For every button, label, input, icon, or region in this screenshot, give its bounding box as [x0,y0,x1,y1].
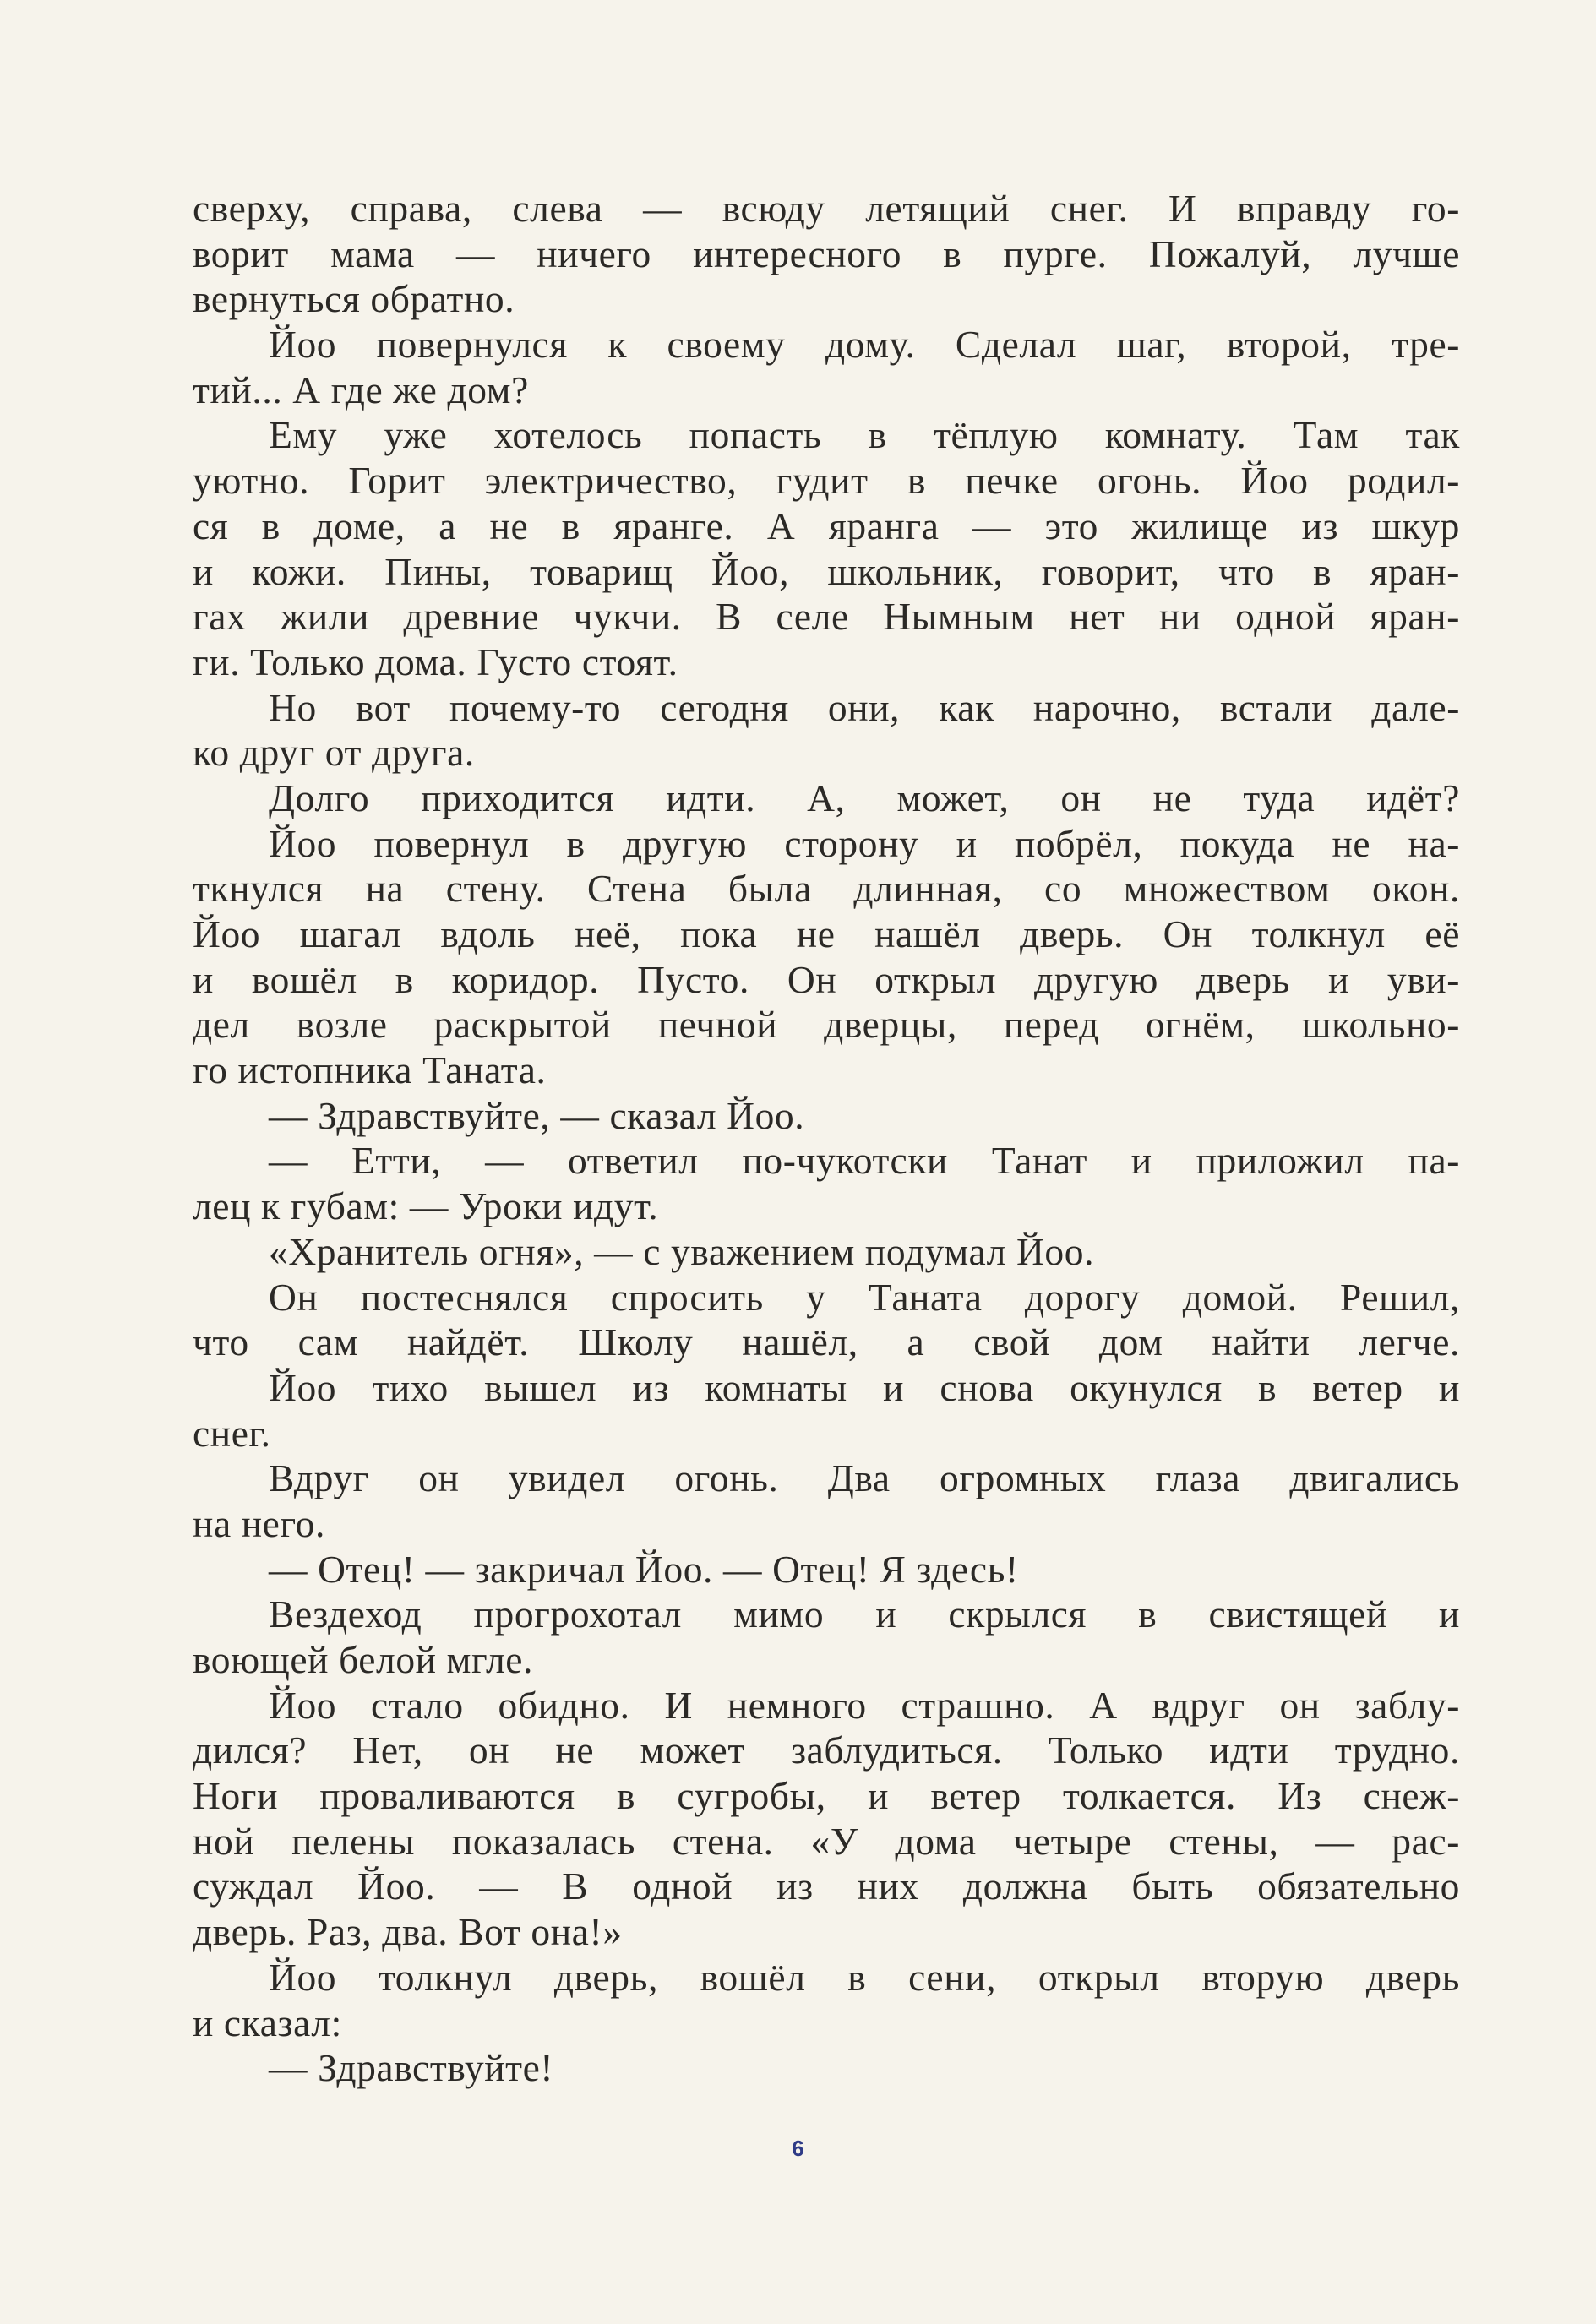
text-line: что сам найдёт. Школу нашёл, а свой дом найти легче. [193,1320,1460,1364]
text-line: Йоо повернулся к своему дому. Сделал шаг, второй, тре- [269,323,1460,367]
body-text [193,186,1460,2091]
text-line: — Отец! — закричал Йоо. — Отец! Я здесь! [269,1547,1019,1591]
text-line: ся в доме, а не в яранге. А яранга — это жилище из шкур [193,503,1460,547]
text-line: вернуться обратно. [193,277,515,321]
text-line: дился? Нет, он не может заблудиться. Только идти трудно. [193,1728,1460,1772]
text-line: дел возле раскрытой печной дверцы, перед огнём, школьно- [193,1003,1460,1047]
text-line: суждал Йоо. — В одной из них должна быть обязательно [193,1864,1460,1908]
text-line: Йоо толкнул дверь, вошёл в сени, открыл вторую дверь [269,1955,1460,1999]
text-line: и кожи. Пины, товарищ Йоо, школьник, говорит, что в яран- [193,549,1460,593]
text-line: Вездеход прогрохотал мимо и скрылся в свистящей и [269,1592,1460,1636]
text-line: уютно. Горит электричество, гудит в печке огонь. Йоо родил- [193,459,1460,503]
text-line: Йоо стало обидно. И немного страшно. А вдруг он заблу- [269,1683,1460,1727]
text-line: на него. [193,1501,325,1545]
text-line: Йоо шагал вдоль неё, пока не нашёл дверь. Он толкнул её [193,912,1460,955]
page-number: 6 [792,2136,804,2161]
text-line: Йоо тихо вышел из комнаты и снова окунулся в ветер и [269,1365,1460,1409]
text-line: го истопника Таната. [193,1048,547,1092]
text-line: Йоо повернул в другую сторону и побрёл, покуда не на- [269,821,1460,865]
text-line: Он постеснялся спросить у Таната дорогу домой. Решил, [269,1275,1460,1319]
text-line: тий... А где же дом? [193,367,529,411]
text-line: Долго приходится идти. А, может, он не туда идёт? [269,776,1460,819]
text-line: Ему уже хотелось попасть в тёплую комнату. Там так [269,413,1460,457]
text-line: Но вот почему-то сегодня они, как нарочно, встали дале- [269,685,1460,729]
text-line: сверху, справа, слева — всюду летящий снег. И вправду го- [193,187,1460,230]
text-line: ворит мама — ничего интересного в пурге. Пожалуй, лучше [193,231,1460,275]
text-line: гах жили древние чукчи. В селе Нымным нет ни одной яран- [193,595,1460,639]
text-line: лец к губам: — Уроки идут. [193,1184,659,1228]
text-line: ги. Только дома. Густо стоят. [193,640,678,683]
text-line: снег. [193,1411,271,1455]
text-line: и сказал: [193,2000,342,2044]
text-line: Ноги проваливаются в сугробы, и ветер толкается. Из снеж- [193,1774,1460,1818]
text-line: «Хранитель огня», — с уважением подумал Йоо. [269,1229,1095,1273]
text-line: воющей белой мгле. [193,1638,534,1681]
text-line: ко друг от друга. [193,731,475,775]
text-line: — Здравствуйте! [269,2046,554,2090]
text-line: дверь. Раз, два. Вот она!» [193,1910,623,1954]
text-line: ной пелены показалась стена. «У дома четыре стены, — рас- [193,1819,1460,1863]
text-line: ткнулся на стену. Стена была длинная, со множеством окон. [193,867,1460,911]
text-line: Вдруг он увидел огонь. Два огромных глаза двигались [269,1456,1460,1500]
text-line: — Здравствуйте, — сказал Йоо. [269,1093,805,1137]
text-line: и вошёл в коридор. Пусто. Он открыл другую дверь и уви- [193,957,1460,1001]
text-line: — Етти, — ответил по-чукотски Танат и приложил па- [269,1139,1460,1183]
